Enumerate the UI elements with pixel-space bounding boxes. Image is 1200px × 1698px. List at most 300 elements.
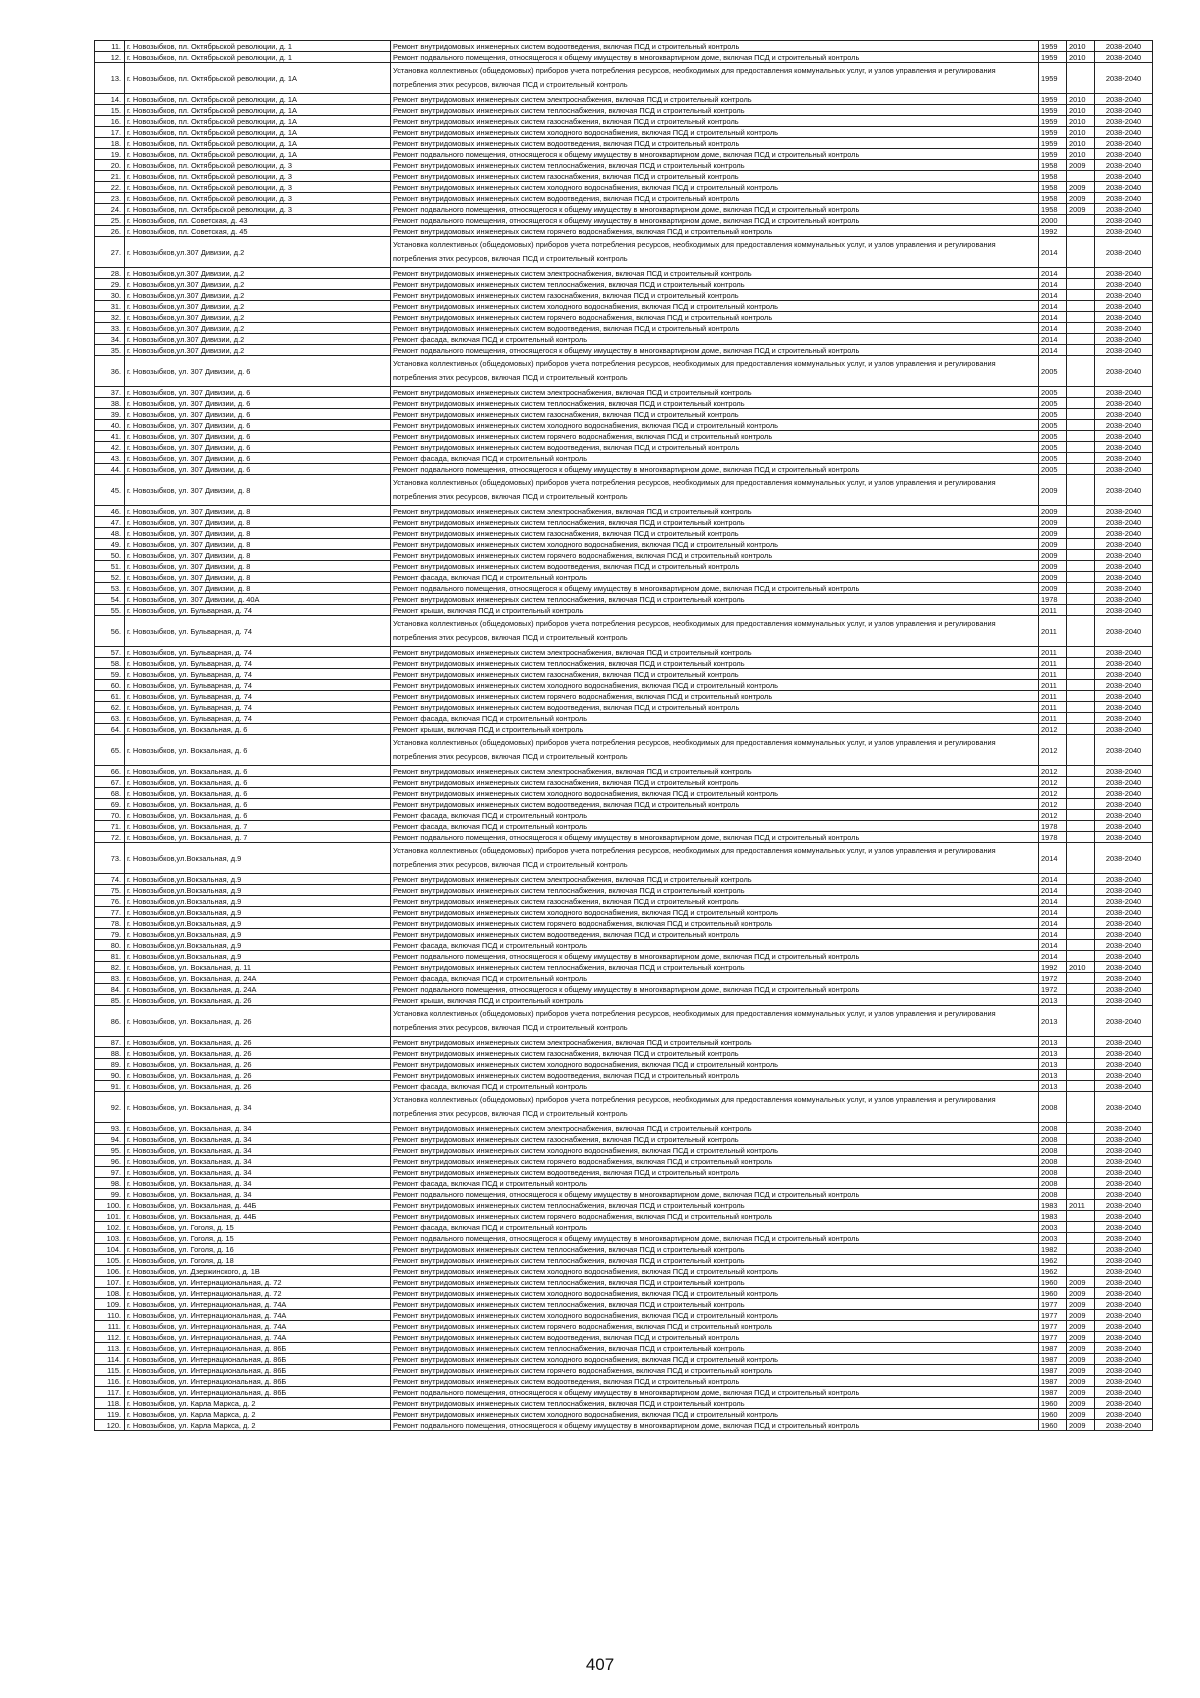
address-cell: г. Новозыбков, пл. Октябрьской революции, д. 1А	[125, 138, 391, 149]
work-type-cell: Ремонт фасада, включая ПСД и строительный контроль	[391, 821, 1039, 832]
last-repair-year-cell	[1067, 907, 1095, 918]
work-type-cell: Ремонт фасада, включая ПСД и строительный контроль	[391, 940, 1039, 951]
last-repair-year-cell	[1067, 1145, 1095, 1156]
row-number: 43.	[95, 453, 125, 464]
last-repair-year-cell	[1067, 1048, 1095, 1059]
build-year-cell: 2005	[1039, 453, 1067, 464]
row-number: 19.	[95, 149, 125, 160]
row-number: 56.	[95, 616, 125, 647]
planned-period-cell: 2038-2040	[1095, 268, 1153, 279]
build-year-cell: 2008	[1039, 1123, 1067, 1134]
address-cell: г. Новозыбков, ул. Вокзальная, д. 34	[125, 1145, 391, 1156]
build-year-cell: 2005	[1039, 431, 1067, 442]
row-number: 72.	[95, 832, 125, 843]
table-row	[95, 583, 1153, 594]
planned-period-cell: 2038-2040	[1095, 1365, 1153, 1376]
work-type-cell: Ремонт подвального помещения, относящегося к общему имуществу в многоквартирном доме, включая ПСД и строительный контроль	[391, 204, 1039, 215]
table-row	[95, 885, 1153, 896]
row-number: 16.	[95, 116, 125, 127]
row-number: 97.	[95, 1167, 125, 1178]
work-type-cell: Ремонт внутридомовых инженерных систем теплоснабжения, включая ПСД и строительный контроль	[391, 1255, 1039, 1266]
work-type-cell: Установка коллективных (общедомовых) приборов учета потребления ресурсов, необходимых для предоставления коммунальных услуг, и узлов управления и регулирования потребления этих ресурсов, включая ПСД и строительный контроль	[391, 735, 1039, 766]
work-type-cell: Ремонт внутридомовых инженерных систем газоснабжения, включая ПСД и строительный контроль	[391, 116, 1039, 127]
build-year-cell: 1977	[1039, 1310, 1067, 1321]
build-year-cell: 2011	[1039, 713, 1067, 724]
address-cell: г. Новозыбков, пл. Октябрьской революции, д. 3	[125, 193, 391, 204]
row-number: 68.	[95, 788, 125, 799]
table-row	[95, 735, 1153, 766]
build-year-cell: 1992	[1039, 226, 1067, 237]
planned-period-cell: 2038-2040	[1095, 1059, 1153, 1070]
last-repair-year-cell	[1067, 984, 1095, 995]
work-type-cell: Ремонт внутридомовых инженерных систем горячего водоснабжения, включая ПСД и строительный контроль	[391, 431, 1039, 442]
row-number: 95.	[95, 1145, 125, 1156]
address-cell: г. Новозыбков, ул. 307 Дивизии, д. 8	[125, 539, 391, 550]
planned-period-cell: 2038-2040	[1095, 1081, 1153, 1092]
address-cell: г. Новозыбков, ул. 307 Дивизии, д. 6	[125, 398, 391, 409]
address-cell: г. Новозыбков, ул. 307 Дивизии, д. 6	[125, 356, 391, 387]
build-year-cell: 1992	[1039, 962, 1067, 973]
planned-period-cell: 2038-2040	[1095, 1266, 1153, 1277]
address-cell: г. Новозыбков, пл. Октябрьской революции, д. 3	[125, 171, 391, 182]
work-type-cell: Ремонт подвального помещения, относящегося к общему имуществу в многоквартирном доме, включая ПСД и строительный контроль	[391, 345, 1039, 356]
work-type-cell: Ремонт внутридомовых инженерных систем теплоснабжения, включая ПСД и строительный контроль	[391, 1244, 1039, 1255]
work-type-cell: Ремонт внутридомовых инженерных систем теплоснабжения, включая ПСД и строительный контроль	[391, 1200, 1039, 1211]
build-year-cell: 1958	[1039, 171, 1067, 182]
build-year-cell: 2000	[1039, 215, 1067, 226]
build-year-cell: 2014	[1039, 940, 1067, 951]
row-number: 78.	[95, 918, 125, 929]
build-year-cell: 2012	[1039, 735, 1067, 766]
last-repair-year-cell	[1067, 1070, 1095, 1081]
row-number: 14.	[95, 94, 125, 105]
last-repair-year-cell	[1067, 1037, 1095, 1048]
planned-period-cell: 2038-2040	[1095, 777, 1153, 788]
row-number: 25.	[95, 215, 125, 226]
row-number: 29.	[95, 279, 125, 290]
build-year-cell: 1972	[1039, 973, 1067, 984]
build-year-cell: 2013	[1039, 1048, 1067, 1059]
last-repair-year-cell	[1067, 1156, 1095, 1167]
table-row	[95, 52, 1153, 63]
address-cell: г. Новозыбков, ул. Вокзальная, д. 44Б	[125, 1200, 391, 1211]
last-repair-year-cell	[1067, 735, 1095, 766]
table-row	[95, 431, 1153, 442]
address-cell: г. Новозыбков, ул. Гоголя, д. 15	[125, 1222, 391, 1233]
build-year-cell: 2011	[1039, 680, 1067, 691]
last-repair-year-cell	[1067, 345, 1095, 356]
planned-period-cell: 2038-2040	[1095, 279, 1153, 290]
planned-period-cell: 2038-2040	[1095, 420, 1153, 431]
planned-period-cell: 2038-2040	[1095, 442, 1153, 453]
table-row	[95, 940, 1153, 951]
work-type-cell: Ремонт внутридомовых инженерных систем горячего водоснабжения, включая ПСД и строительный контроль	[391, 1365, 1039, 1376]
last-repair-year-cell	[1067, 680, 1095, 691]
planned-period-cell: 2038-2040	[1095, 528, 1153, 539]
row-number: 117.	[95, 1387, 125, 1398]
build-year-cell: 2014	[1039, 290, 1067, 301]
planned-period-cell: 2038-2040	[1095, 918, 1153, 929]
address-cell: г. Новозыбков, ул. Бульварная, д. 74	[125, 691, 391, 702]
last-repair-year-cell	[1067, 832, 1095, 843]
last-repair-year-cell	[1067, 290, 1095, 301]
planned-period-cell: 2038-2040	[1095, 605, 1153, 616]
build-year-cell: 1982	[1039, 1244, 1067, 1255]
last-repair-year-cell	[1067, 951, 1095, 962]
work-type-cell: Ремонт подвального помещения, относящегося к общему имуществу в многоквартирном доме, включая ПСД и строительный контроль	[391, 1189, 1039, 1200]
row-number: 107.	[95, 1277, 125, 1288]
row-number: 81.	[95, 951, 125, 962]
table-row	[95, 874, 1153, 885]
row-number: 80.	[95, 940, 125, 951]
planned-period-cell: 2038-2040	[1095, 1299, 1153, 1310]
address-cell: г. Новозыбков, ул. 307 Дивизии, д. 8	[125, 583, 391, 594]
planned-period-cell: 2038-2040	[1095, 1387, 1153, 1398]
build-year-cell: 2011	[1039, 647, 1067, 658]
address-cell: г. Новозыбков,ул.307 Дивизии, д.2	[125, 323, 391, 334]
last-repair-year-cell	[1067, 1178, 1095, 1189]
address-cell: г. Новозыбков, пл. Октябрьской революции, д. 1А	[125, 149, 391, 160]
row-number: 103.	[95, 1233, 125, 1244]
row-number: 42.	[95, 442, 125, 453]
work-type-cell: Ремонт фасада, включая ПСД и строительный контроль	[391, 1178, 1039, 1189]
last-repair-year-cell: 2009	[1067, 1354, 1095, 1365]
planned-period-cell: 2038-2040	[1095, 929, 1153, 940]
table-row	[95, 1222, 1153, 1233]
build-year-cell: 2011	[1039, 669, 1067, 680]
planned-period-cell: 2038-2040	[1095, 160, 1153, 171]
work-type-cell: Установка коллективных (общедомовых) приборов учета потребления ресурсов, необходимых для предоставления коммунальных услуг, и узлов управления и регулирования потребления этих ресурсов, включая ПСД и строительный контроль	[391, 1092, 1039, 1123]
last-repair-year-cell	[1067, 398, 1095, 409]
table-row	[95, 572, 1153, 583]
table-row	[95, 171, 1153, 182]
build-year-cell: 2005	[1039, 356, 1067, 387]
table-row	[95, 843, 1153, 874]
row-number: 44.	[95, 464, 125, 475]
build-year-cell: 2008	[1039, 1092, 1067, 1123]
address-cell: г. Новозыбков,ул.307 Дивизии, д.2	[125, 312, 391, 323]
address-cell: г. Новозыбков, ул. Вокзальная, д. 34	[125, 1092, 391, 1123]
planned-period-cell: 2038-2040	[1095, 149, 1153, 160]
work-type-cell: Ремонт внутридомовых инженерных систем горячего водоснабжения, включая ПСД и строительный контроль	[391, 1321, 1039, 1332]
address-cell: г. Новозыбков, ул. 307 Дивизии, д. 8	[125, 572, 391, 583]
row-number: 31.	[95, 301, 125, 312]
row-number: 24.	[95, 204, 125, 215]
last-repair-year-cell	[1067, 973, 1095, 984]
last-repair-year-cell	[1067, 810, 1095, 821]
table-row	[95, 973, 1153, 984]
last-repair-year-cell: 2009	[1067, 1288, 1095, 1299]
planned-period-cell: 2038-2040	[1095, 951, 1153, 962]
row-number: 46.	[95, 506, 125, 517]
planned-period-cell: 2038-2040	[1095, 616, 1153, 647]
table-row	[95, 1059, 1153, 1070]
table-row	[95, 409, 1153, 420]
build-year-cell: 2014	[1039, 323, 1067, 334]
row-number: 90.	[95, 1070, 125, 1081]
address-cell: г. Новозыбков, ул. Бульварная, д. 74	[125, 616, 391, 647]
work-type-cell: Ремонт подвального помещения, относящегося к общему имуществу в многоквартирном доме, включая ПСД и строительный контроль	[391, 951, 1039, 962]
last-repair-year-cell	[1067, 918, 1095, 929]
last-repair-year-cell: 2010	[1067, 105, 1095, 116]
table-row	[95, 1070, 1153, 1081]
address-cell: г. Новозыбков, ул. 307 Дивизии, д. 8	[125, 528, 391, 539]
table-row	[95, 1310, 1153, 1321]
build-year-cell: 2011	[1039, 691, 1067, 702]
build-year-cell: 2014	[1039, 345, 1067, 356]
planned-period-cell: 2038-2040	[1095, 1233, 1153, 1244]
work-type-cell: Ремонт внутридомовых инженерных систем теплоснабжения, включая ПСД и строительный контроль	[391, 279, 1039, 290]
last-repair-year-cell: 2009	[1067, 1365, 1095, 1376]
table-row	[95, 1048, 1153, 1059]
build-year-cell: 1959	[1039, 138, 1067, 149]
address-cell: г. Новозыбков,ул.Вокзальная, д.9	[125, 885, 391, 896]
table-row	[95, 821, 1153, 832]
row-number: 82.	[95, 962, 125, 973]
planned-period-cell: 2038-2040	[1095, 1006, 1153, 1037]
table-row	[95, 1420, 1153, 1431]
address-cell: г. Новозыбков,ул.Вокзальная, д.9	[125, 907, 391, 918]
table-row	[95, 1037, 1153, 1048]
table-row	[95, 561, 1153, 572]
build-year-cell: 2011	[1039, 658, 1067, 669]
last-repair-year-cell: 2009	[1067, 1420, 1095, 1431]
work-type-cell: Ремонт внутридомовых инженерных систем водоотведения, включая ПСД и строительный контроль	[391, 1070, 1039, 1081]
row-number: 110.	[95, 1310, 125, 1321]
table-row	[95, 1092, 1153, 1123]
address-cell: г. Новозыбков, ул. Бульварная, д. 74	[125, 702, 391, 713]
last-repair-year-cell: 2010	[1067, 962, 1095, 973]
last-repair-year-cell: 2009	[1067, 1387, 1095, 1398]
last-repair-year-cell	[1067, 843, 1095, 874]
planned-period-cell: 2038-2040	[1095, 1420, 1153, 1431]
table-row	[95, 149, 1153, 160]
address-cell: г. Новозыбков,ул.307 Дивизии, д.2	[125, 279, 391, 290]
build-year-cell: 2014	[1039, 907, 1067, 918]
row-number: 53.	[95, 583, 125, 594]
build-year-cell: 2014	[1039, 843, 1067, 874]
table-row	[95, 387, 1153, 398]
table-row	[95, 1266, 1153, 1277]
build-year-cell: 2009	[1039, 550, 1067, 561]
row-number: 83.	[95, 973, 125, 984]
row-number: 12.	[95, 52, 125, 63]
planned-period-cell: 2038-2040	[1095, 1048, 1153, 1059]
address-cell: г. Новозыбков, ул. Интернациональная, д. 86Б	[125, 1387, 391, 1398]
address-cell: г. Новозыбков,ул.Вокзальная, д.9	[125, 896, 391, 907]
address-cell: г. Новозыбков, ул. Вокзальная, д. 6	[125, 788, 391, 799]
row-number: 91.	[95, 1081, 125, 1092]
last-repair-year-cell	[1067, 1211, 1095, 1222]
table-row	[95, 669, 1153, 680]
build-year-cell: 2014	[1039, 918, 1067, 929]
last-repair-year-cell	[1067, 1092, 1095, 1123]
work-type-cell: Ремонт фасада, включая ПСД и строительный контроль	[391, 1222, 1039, 1233]
planned-period-cell: 2038-2040	[1095, 1277, 1153, 1288]
address-cell: г. Новозыбков, ул. Вокзальная, д. 7	[125, 821, 391, 832]
planned-period-cell: 2038-2040	[1095, 1409, 1153, 1420]
last-repair-year-cell: 2010	[1067, 149, 1095, 160]
planned-period-cell: 2038-2040	[1095, 766, 1153, 777]
row-number: 104.	[95, 1244, 125, 1255]
row-number: 118.	[95, 1398, 125, 1409]
build-year-cell: 1978	[1039, 821, 1067, 832]
row-number: 51.	[95, 561, 125, 572]
last-repair-year-cell	[1067, 572, 1095, 583]
work-type-cell: Ремонт внутридомовых инженерных систем теплоснабжения, включая ПСД и строительный контроль	[391, 1277, 1039, 1288]
row-number: 30.	[95, 290, 125, 301]
build-year-cell: 1962	[1039, 1266, 1067, 1277]
row-number: 26.	[95, 226, 125, 237]
planned-period-cell: 2038-2040	[1095, 940, 1153, 951]
work-type-cell: Ремонт внутридомовых инженерных систем электроснабжения, включая ПСД и строительный контроль	[391, 647, 1039, 658]
table-row	[95, 41, 1153, 52]
address-cell: г. Новозыбков, ул. 307 Дивизии, д. 8	[125, 506, 391, 517]
address-cell: г. Новозыбков, пл. Октябрьской революции, д. 1	[125, 52, 391, 63]
address-cell: г. Новозыбков, ул. 307 Дивизии, д. 8	[125, 550, 391, 561]
row-number: 116.	[95, 1376, 125, 1387]
row-number: 111.	[95, 1321, 125, 1332]
build-year-cell: 1960	[1039, 1409, 1067, 1420]
planned-period-cell: 2038-2040	[1095, 398, 1153, 409]
build-year-cell: 2009	[1039, 475, 1067, 506]
last-repair-year-cell: 2009	[1067, 1343, 1095, 1354]
address-cell: г. Новозыбков, ул. 307 Дивизии, д. 8	[125, 517, 391, 528]
last-repair-year-cell	[1067, 1123, 1095, 1134]
planned-period-cell: 2038-2040	[1095, 1255, 1153, 1266]
build-year-cell: 2005	[1039, 409, 1067, 420]
address-cell: г. Новозыбков, ул. Бульварная, д. 74	[125, 669, 391, 680]
table-row	[95, 777, 1153, 788]
build-year-cell: 2013	[1039, 1006, 1067, 1037]
address-cell: г. Новозыбков, ул. Вокзальная, д. 34	[125, 1156, 391, 1167]
row-number: 18.	[95, 138, 125, 149]
table-row	[95, 1354, 1153, 1365]
row-number: 70.	[95, 810, 125, 821]
planned-period-cell: 2038-2040	[1095, 63, 1153, 94]
planned-period-cell: 2038-2040	[1095, 896, 1153, 907]
address-cell: г. Новозыбков, ул. Вокзальная, д. 34	[125, 1134, 391, 1145]
last-repair-year-cell	[1067, 1222, 1095, 1233]
table-row	[95, 724, 1153, 735]
row-number: 105.	[95, 1255, 125, 1266]
planned-period-cell: 2038-2040	[1095, 702, 1153, 713]
table-row	[95, 1387, 1153, 1398]
last-repair-year-cell	[1067, 788, 1095, 799]
build-year-cell: 2009	[1039, 506, 1067, 517]
work-type-cell: Ремонт внутридомовых инженерных систем холодного водоснабжения, включая ПСД и строительный контроль	[391, 127, 1039, 138]
work-type-cell: Ремонт внутридомовых инженерных систем холодного водоснабжения, включая ПСД и строительный контроль	[391, 539, 1039, 550]
work-type-cell: Ремонт внутридомовых инженерных систем горячего водоснабжения, включая ПСД и строительный контроль	[391, 1156, 1039, 1167]
last-repair-year-cell	[1067, 215, 1095, 226]
planned-period-cell: 2038-2040	[1095, 1167, 1153, 1178]
work-type-cell: Ремонт внутридомовых инженерных систем газоснабжения, включая ПСД и строительный контроль	[391, 777, 1039, 788]
last-repair-year-cell: 2010	[1067, 127, 1095, 138]
work-type-cell: Ремонт внутридомовых инженерных систем водоотведения, включая ПСД и строительный контроль	[391, 442, 1039, 453]
last-repair-year-cell	[1067, 995, 1095, 1006]
row-number: 47.	[95, 517, 125, 528]
work-type-cell: Ремонт внутридомовых инженерных систем электроснабжения, включая ПСД и строительный контроль	[391, 766, 1039, 777]
table-row	[95, 528, 1153, 539]
build-year-cell: 2014	[1039, 874, 1067, 885]
planned-period-cell: 2038-2040	[1095, 1310, 1153, 1321]
address-cell: г. Новозыбков, ул. Карла Маркса, д. 2	[125, 1409, 391, 1420]
planned-period-cell: 2038-2040	[1095, 323, 1153, 334]
address-cell: г. Новозыбков, ул. Интернациональная, д. 74А	[125, 1332, 391, 1343]
work-type-cell: Ремонт внутридомовых инженерных систем холодного водоснабжения, включая ПСД и строительный контроль	[391, 1354, 1039, 1365]
address-cell: г. Новозыбков,ул.307 Дивизии, д.2	[125, 334, 391, 345]
row-number: 36.	[95, 356, 125, 387]
table-row	[95, 810, 1153, 821]
work-type-cell: Ремонт внутридомовых инженерных систем водоотведения, включая ПСД и строительный контроль	[391, 323, 1039, 334]
work-type-cell: Ремонт внутридомовых инженерных систем водоотведения, включая ПСД и строительный контроль	[391, 929, 1039, 940]
planned-period-cell: 2038-2040	[1095, 658, 1153, 669]
row-number: 27.	[95, 237, 125, 268]
last-repair-year-cell	[1067, 356, 1095, 387]
address-cell: г. Новозыбков,ул.307 Дивизии, д.2	[125, 237, 391, 268]
planned-period-cell: 2038-2040	[1095, 669, 1153, 680]
planned-period-cell: 2038-2040	[1095, 1376, 1153, 1387]
work-type-cell: Ремонт внутридомовых инженерных систем газоснабжения, включая ПСД и строительный контроль	[391, 1134, 1039, 1145]
work-type-cell: Ремонт внутридомовых инженерных систем газоснабжения, включая ПСД и строительный контроль	[391, 896, 1039, 907]
planned-period-cell: 2038-2040	[1095, 539, 1153, 550]
address-cell: г. Новозыбков, ул. Вокзальная, д. 26	[125, 1070, 391, 1081]
planned-period-cell: 2038-2040	[1095, 1343, 1153, 1354]
address-cell: г. Новозыбков, пл. Октябрьской революции, д. 3	[125, 204, 391, 215]
build-year-cell: 1959	[1039, 127, 1067, 138]
build-year-cell: 2008	[1039, 1189, 1067, 1200]
row-number: 40.	[95, 420, 125, 431]
work-type-cell: Установка коллективных (общедомовых) приборов учета потребления ресурсов, необходимых для предоставления коммунальных услуг, и узлов управления и регулирования потребления этих ресурсов, включая ПСД и строительный контроль	[391, 843, 1039, 874]
build-year-cell: 1958	[1039, 193, 1067, 204]
row-number: 65.	[95, 735, 125, 766]
last-repair-year-cell	[1067, 766, 1095, 777]
last-repair-year-cell	[1067, 713, 1095, 724]
address-cell: г. Новозыбков, ул. 307 Дивизии, д. 6	[125, 420, 391, 431]
build-year-cell: 2011	[1039, 616, 1067, 647]
last-repair-year-cell	[1067, 409, 1095, 420]
planned-period-cell: 2038-2040	[1095, 995, 1153, 1006]
table-row	[95, 616, 1153, 647]
table-row	[95, 799, 1153, 810]
last-repair-year-cell	[1067, 874, 1095, 885]
row-number: 48.	[95, 528, 125, 539]
row-number: 13.	[95, 63, 125, 94]
last-repair-year-cell	[1067, 268, 1095, 279]
table-row	[95, 594, 1153, 605]
planned-period-cell: 2038-2040	[1095, 345, 1153, 356]
address-cell: г. Новозыбков, ул. Бульварная, д. 74	[125, 713, 391, 724]
planned-period-cell: 2038-2040	[1095, 1332, 1153, 1343]
last-repair-year-cell: 2009	[1067, 160, 1095, 171]
build-year-cell: 1977	[1039, 1321, 1067, 1332]
last-repair-year-cell: 2009	[1067, 1332, 1095, 1343]
build-year-cell: 2014	[1039, 334, 1067, 345]
build-year-cell: 2013	[1039, 1037, 1067, 1048]
planned-period-cell: 2038-2040	[1095, 550, 1153, 561]
row-number: 58.	[95, 658, 125, 669]
work-type-cell: Ремонт внутридомовых инженерных систем теплоснабжения, включая ПСД и строительный контроль	[391, 1343, 1039, 1354]
row-number: 109.	[95, 1299, 125, 1310]
row-number: 113.	[95, 1343, 125, 1354]
planned-period-cell: 2038-2040	[1095, 885, 1153, 896]
row-number: 96.	[95, 1156, 125, 1167]
build-year-cell: 2014	[1039, 301, 1067, 312]
work-type-cell: Ремонт внутридомовых инженерных систем горячего водоснабжения, включая ПСД и строительный контроль	[391, 1211, 1039, 1222]
planned-period-cell: 2038-2040	[1095, 182, 1153, 193]
last-repair-year-cell	[1067, 237, 1095, 268]
planned-period-cell: 2038-2040	[1095, 105, 1153, 116]
